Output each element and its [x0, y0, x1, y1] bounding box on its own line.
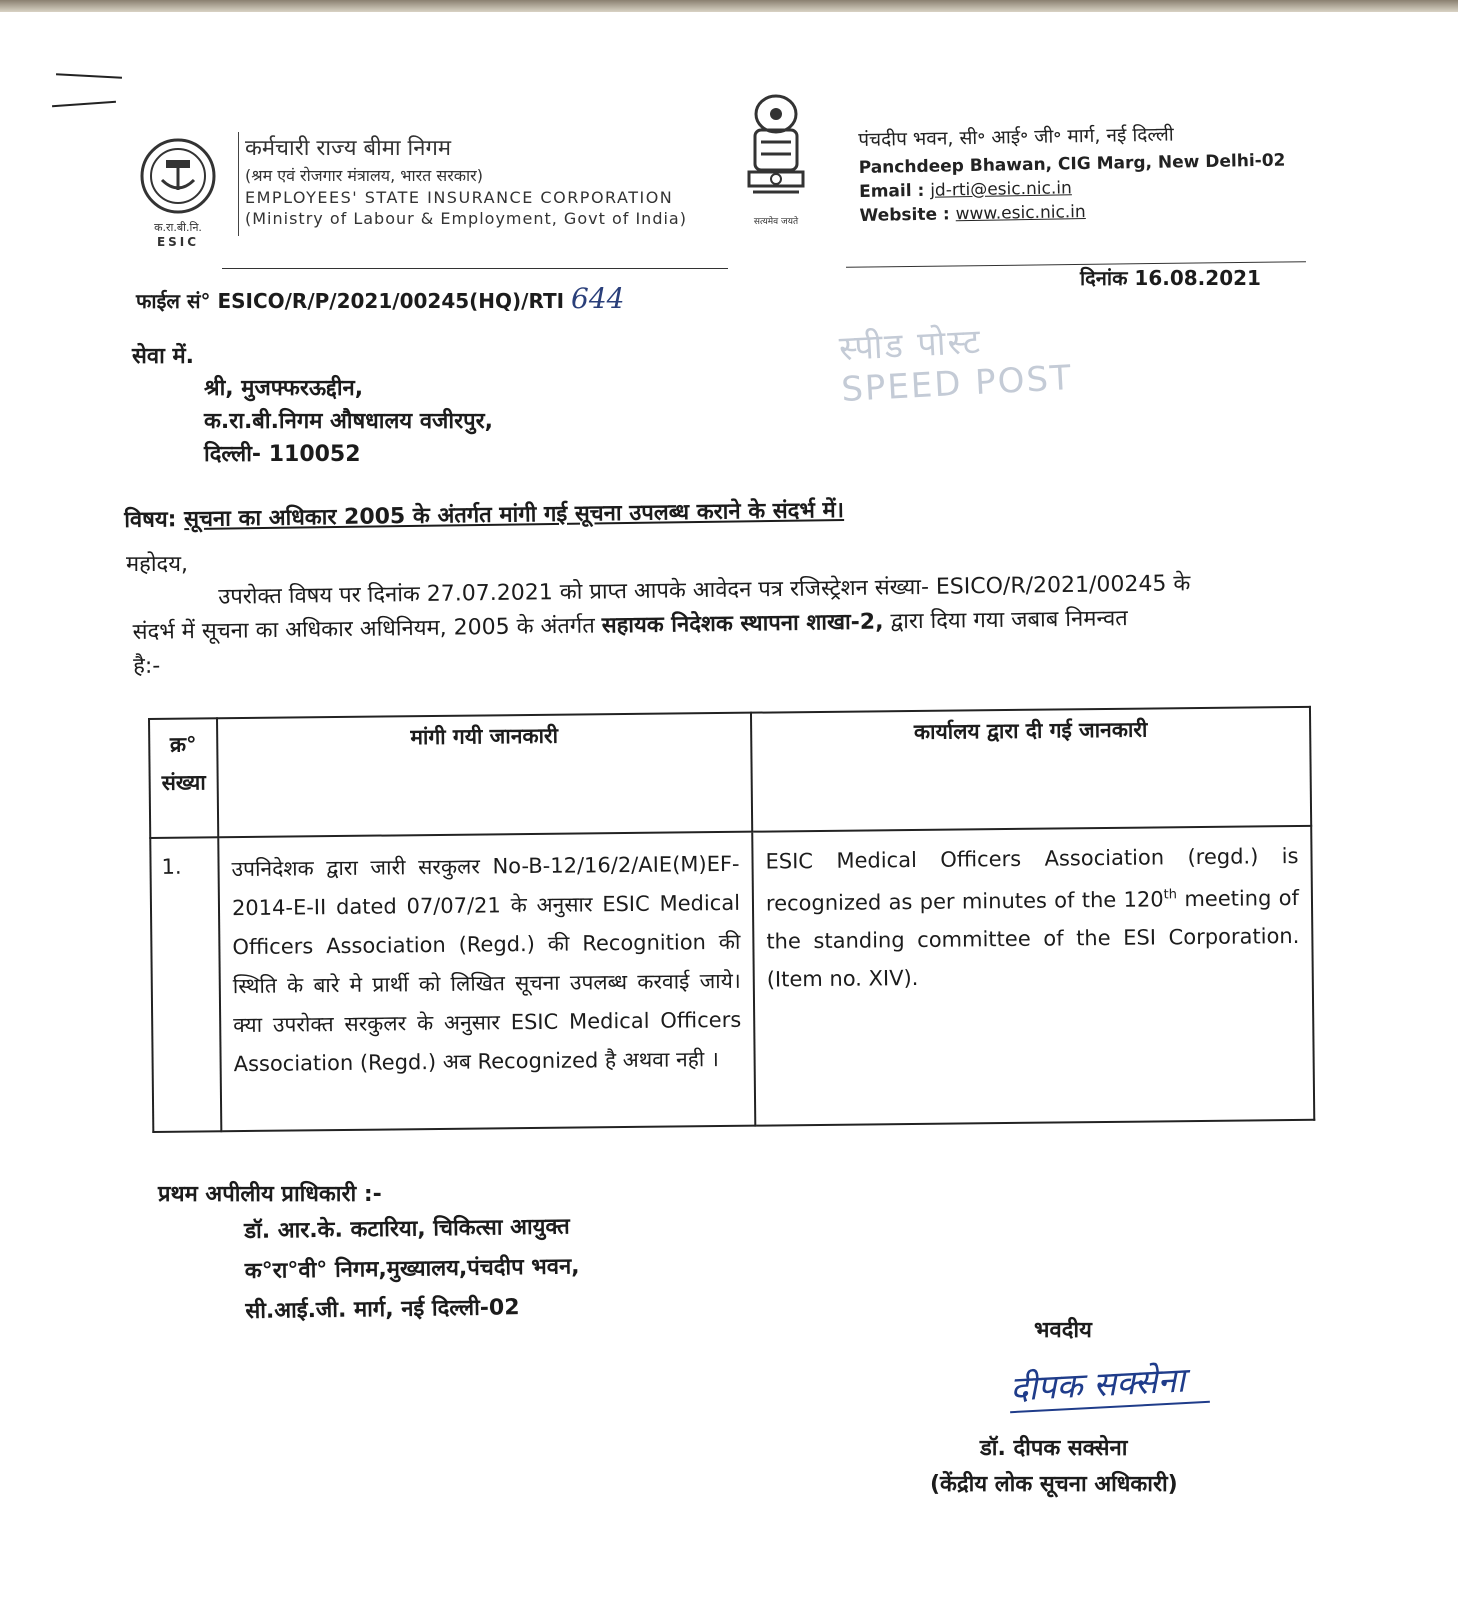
emblem-motto: सत्यमेव जयते	[753, 217, 799, 227]
closing: भवदीय	[1034, 1318, 1092, 1343]
row-requested: उपनिदेशक द्वारा जारी सरकुलर No-B-12/16/2/AIE(M)EF-2014-E-II dated 07/07/21 के अनुसार ESIC Medical Officers Association (Regd.) की Recognition की स्थिति के बारे मे प्रार्थी को लिखित सूचना उपलब्ध करवाई जाये। क्या उपरोक्त सरकुलर के अनुसार ESIC Medical Officers Association (Regd.) अब Recognized है अथवा नही ।	[218, 832, 755, 1132]
recipient-to: सेवा में.	[132, 344, 194, 369]
pen-mark	[56, 73, 122, 78]
subject-row	[124, 494, 844, 534]
subject-label: विषय:	[124, 507, 177, 533]
org-name-english: EMPLOYEES' STATE INSURANCE CORPORATION	[245, 188, 674, 207]
file-handwritten-number: 644	[571, 282, 625, 315]
logo-caption-english: ESIC	[156, 235, 200, 249]
signatory-designation: (केंद्रीय लोक सूचना अधिकारी)	[930, 1472, 1178, 1497]
provided-sup: th	[1163, 887, 1178, 903]
body-line-3: है:-	[133, 653, 161, 679]
recipient-line-1: श्री, मुजफ्फरऊद्दीन,	[204, 376, 364, 401]
body-paragraph	[132, 566, 1313, 684]
appellate-block	[244, 1207, 580, 1332]
speed-post-stamp	[838, 312, 1074, 410]
logo-caption-hindi: क.रा.बी.नि.	[154, 221, 202, 234]
address-english: Panchdeep Bhawan, CIG Marg, New Delhi-02	[858, 150, 1286, 178]
table-header-row	[149, 707, 1311, 838]
emblem-icon	[741, 92, 811, 210]
information-table	[148, 706, 1315, 1133]
table-row	[150, 826, 1314, 1132]
address-hindi: पंचदीप भवन, सी॰ आई॰ जी॰ मार्ग, नई दिल्ली	[858, 123, 1174, 151]
provided-text-2: meeting of the standing committee of the ESI Corporation. (Item no. XIV).	[766, 885, 1300, 992]
pen-mark	[52, 101, 116, 107]
email-link[interactable]: jd-rti@esic.nic.in	[930, 178, 1072, 201]
subject-text: सूचना का अधिकार 2005 के अंतर्गत मांगी गई सूचना उपलब्ध कराने के संदर्भ में।	[183, 497, 845, 533]
stamp-english: SPEED POST	[840, 357, 1074, 411]
email-label: Email :	[858, 180, 925, 202]
date-label: दिनांक	[1080, 266, 1128, 290]
salutation: महोदय,	[126, 552, 188, 577]
org-name-hindi: कर्मचारी राज्य बीमा निगम	[245, 136, 452, 161]
appellate-label: प्रथम अपीलीय प्राधिकारी :-	[158, 1182, 382, 1207]
body-text-2-bold: सहायक निदेशक स्थापना शाखा-2,	[601, 609, 884, 639]
body-text-2: संदर्भ में सूचना का अधिकार अधिनियम, 2005 के अंतर्गत	[132, 613, 595, 645]
header-requested: मांगी गयी जानकारी	[217, 713, 752, 838]
file-number: ESICO/R/P/2021/00245(HQ)/RTI	[217, 289, 565, 313]
appellate-line-2: क°रा°वी° निगम,मुख्यालय,पंचदीप भवन,	[244, 1254, 580, 1284]
date-value: 16.08.2021	[1134, 266, 1261, 290]
provided-text-1: ESIC Medical Officers Association (regd.) is recognized as per minutes of the 120	[765, 843, 1299, 916]
ministry-english: (Ministry of Labour & Employment, Govt of India)	[245, 209, 687, 228]
signatory-name: डॉ. दीपक सक्सेना	[980, 1436, 1128, 1461]
header-serial: क्र° संख्या	[149, 718, 218, 838]
file-number-row	[136, 282, 624, 315]
email-row	[859, 175, 1286, 202]
recipient-line-3: दिल्ली- 110052	[204, 442, 361, 467]
stamp-hindi: स्पीड पोस्ट	[838, 321, 983, 370]
header-rule-left	[222, 268, 728, 269]
row-serial: 1.	[150, 837, 221, 1132]
website-row	[859, 199, 1286, 226]
national-emblem	[738, 92, 814, 232]
row-provided	[752, 826, 1314, 1126]
esic-logo-icon	[136, 136, 220, 216]
recipient-line-2: क.रा.बी.निगम औषधालय वजीरपुर,	[204, 409, 493, 434]
address-block	[858, 119, 1286, 226]
date-row	[1080, 264, 1261, 291]
body-text-1: उपरोक्त विषय पर दिनांक 27.07.2021 को प्राप्त आपके आवेदन पत्र रजिस्ट्रेशन संख्या- ESICO/R/2021/00245 के	[218, 571, 1191, 610]
website-link[interactable]: www.esic.nic.in	[955, 202, 1086, 225]
file-label: फाईल सं°	[136, 289, 211, 313]
org-header	[238, 132, 687, 236]
recipient-address	[204, 372, 493, 471]
scan-top-edge	[0, 0, 1458, 12]
appellate-line-3: सी.आई.जी. मार्ग, नई दिल्ली-02	[245, 1295, 520, 1324]
header-provided: कार्यालय द्वारा दी गई जानकारी	[751, 707, 1311, 832]
ministry-hindi: (श्रम एवं रोजगार मंत्रालय, भारत सरकार)	[245, 166, 483, 185]
website-label: Website :	[859, 204, 950, 226]
handwritten-signature: दीपक सक्सेना	[1009, 1360, 1187, 1410]
body-text-2-tail: द्वारा दिया गया जबाब निमन्वत	[890, 606, 1128, 635]
appellate-line-1: डॉ. आर.के. कटारिया, चिकित्सा आयुक्त	[244, 1214, 570, 1244]
esic-logo	[136, 136, 220, 249]
